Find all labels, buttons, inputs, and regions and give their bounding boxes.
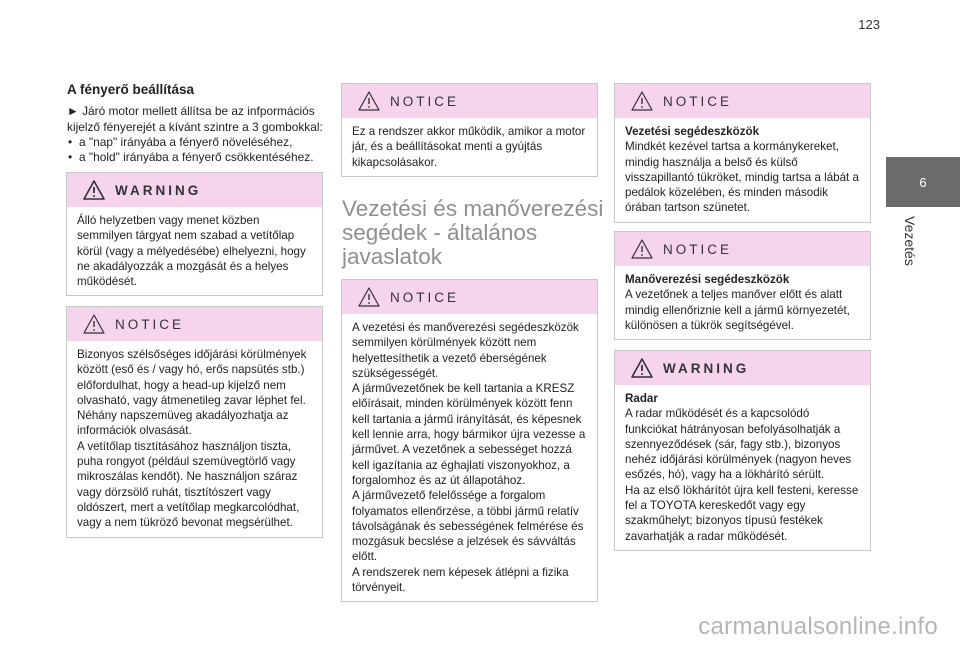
notice-icon (631, 91, 653, 111)
box-header (342, 84, 597, 118)
notice-icon (358, 91, 380, 111)
box-body (342, 314, 597, 601)
box-text: A járművezető felelőssége a forgalom folyamatos ellenőrzése, a többi jármű relatív távolságának és sebességének felmérése és mozgásuk becslése a jelzések és sávváltás előtt. (352, 489, 584, 564)
brightness-section (67, 82, 324, 165)
box-text: Ha az első lökhárítót újra kell festeni, keresse fel a TOYOTA kereskedőt vagy egy szakműhelyt; bizonyos típusú festékek zavarhatják a radar működését. (625, 483, 859, 543)
notice-icon (631, 239, 653, 259)
bullet-item: • a "nap" irányába a fényerő növeléséhez, (67, 135, 324, 150)
box-text: A vezetőnek a teljes manőver előtt és alatt mindig ellenőriznie kell a jármű környezetét, különösen a tükrök segítségével. (625, 288, 850, 332)
notice-box (66, 306, 323, 538)
warning-icon (631, 358, 653, 378)
box-text: A vetítőlap tisztításához használjon tiszta, puha rongyot (például szemüvegtörlő vagy mikroszálas kendőt). Ne használjon száraz vagy dörzsölő ruhát, tisztítószert vagy oldószert, mert a vetítőlap megkarcolódhat, vagy a nem tükröző bevonat megsérülhet. (77, 439, 300, 530)
chapter-number: 6 (919, 174, 927, 190)
box-header (615, 232, 870, 266)
notice-box (614, 83, 871, 223)
box-title: NOTICE (663, 241, 733, 257)
box-body (615, 118, 870, 222)
box-body (615, 385, 870, 550)
notice-icon (83, 314, 105, 334)
box-title: WARNING (115, 182, 202, 198)
box-text: A vezetési és manőverezési segédeszközök semmilyen körülmények között nem helyettesíthetik a vezető éberségének szükségességét. (352, 321, 579, 380)
page-number: 123 (858, 17, 880, 32)
box-header (615, 84, 870, 118)
watermark: carmanualsonline.info (698, 613, 938, 640)
box-title: WARNING (663, 360, 750, 376)
box-text: Ez a rendszer akkor működik, amikor a motor jár, és a beállításokat menti a gyújtás kikapcsolásakor. (352, 125, 586, 169)
notice-box (341, 279, 598, 602)
box-heading: Radar (625, 392, 658, 405)
box-body (67, 207, 322, 295)
box-title: NOTICE (390, 93, 460, 109)
page-title: Vezetési és manőverezési segédek - általános javaslatok (342, 196, 604, 269)
box-heading: Vezetési segédeszközök (625, 125, 760, 138)
box-heading: Manőverezési segédeszközök (625, 273, 790, 286)
box-body (67, 341, 322, 537)
notice-box (341, 83, 598, 177)
bullet-list (67, 135, 324, 166)
section-title: A fényerő beállítása (67, 82, 195, 97)
box-header (342, 280, 597, 314)
chapter-label: Vezetés (902, 216, 918, 266)
box-text: A járművezetőnek be kell tartania a KRESZ előírásait, minden körülmények között fenn kell tartania a jármű irányítását, és képesnek kell lennie arra, hogy bármikor újra vezesse a járművet. A vezetőnek a sebességet hozzá kell igazítania az éghajlati viszonyokhoz, a forgalomhoz és az út állapotához. (352, 382, 586, 487)
box-header (67, 173, 322, 207)
box-title: NOTICE (390, 289, 460, 305)
box-text: Álló helyzetben vagy menet közben semmilyen tárgyat nem szabad a vetítőlap körül (vagy a mélyedésébe) elhelyezni, hogy ne akadályozzák a mozgását és a helyes működését. (77, 214, 306, 289)
bullet-item: • a "hold" irányába a fényerő csökkentéséhez. (67, 150, 324, 165)
notice-box (614, 231, 871, 340)
box-text: A radar működését és a kapcsolódó funkciókat hátrányosan befolyásolhatják a szennyeződések (sár, fagy stb.), bizonyos nehéz időjárási körülmények (nagyon heves esőzés, hó), vagy ha a lökhárító sérült. (625, 407, 852, 482)
box-text: Mindkét kezével tartsa a kormánykereket, mindig használja a belső és külső visszapillantó tükröket, mindig tartsa a lábát a pedálok közelében, és minden második órában tartson szünetet. (625, 140, 859, 215)
warning-box (614, 350, 871, 551)
box-title: NOTICE (663, 93, 733, 109)
warning-box (66, 172, 323, 296)
notice-icon (358, 287, 380, 307)
box-title: NOTICE (115, 316, 185, 332)
section-intro: ► Járó motor mellett állítsa be az infpormációs kijelző fényerejét a kívánt szintre a 3 gombokkal: (67, 104, 323, 134)
box-text: Bizonyos szélsőséges időjárási körülmények között (eső és / vagy hó, erős napsütés stb.) előfordulhat, hogy a head-up kijelző nem olvasható, vagy átmenetileg zavar léphet fel. Néhány napszemüveg akadályozhatja az információk olvasását. (77, 348, 307, 438)
box-text: A rendszerek nem képesek átlépni a fizika törvényeit. (352, 565, 569, 595)
box-body (342, 118, 597, 176)
box-header (67, 307, 322, 341)
warning-icon (83, 180, 105, 200)
box-body (615, 266, 870, 339)
chapter-tab[interactable] (886, 157, 960, 207)
box-header (615, 351, 870, 385)
